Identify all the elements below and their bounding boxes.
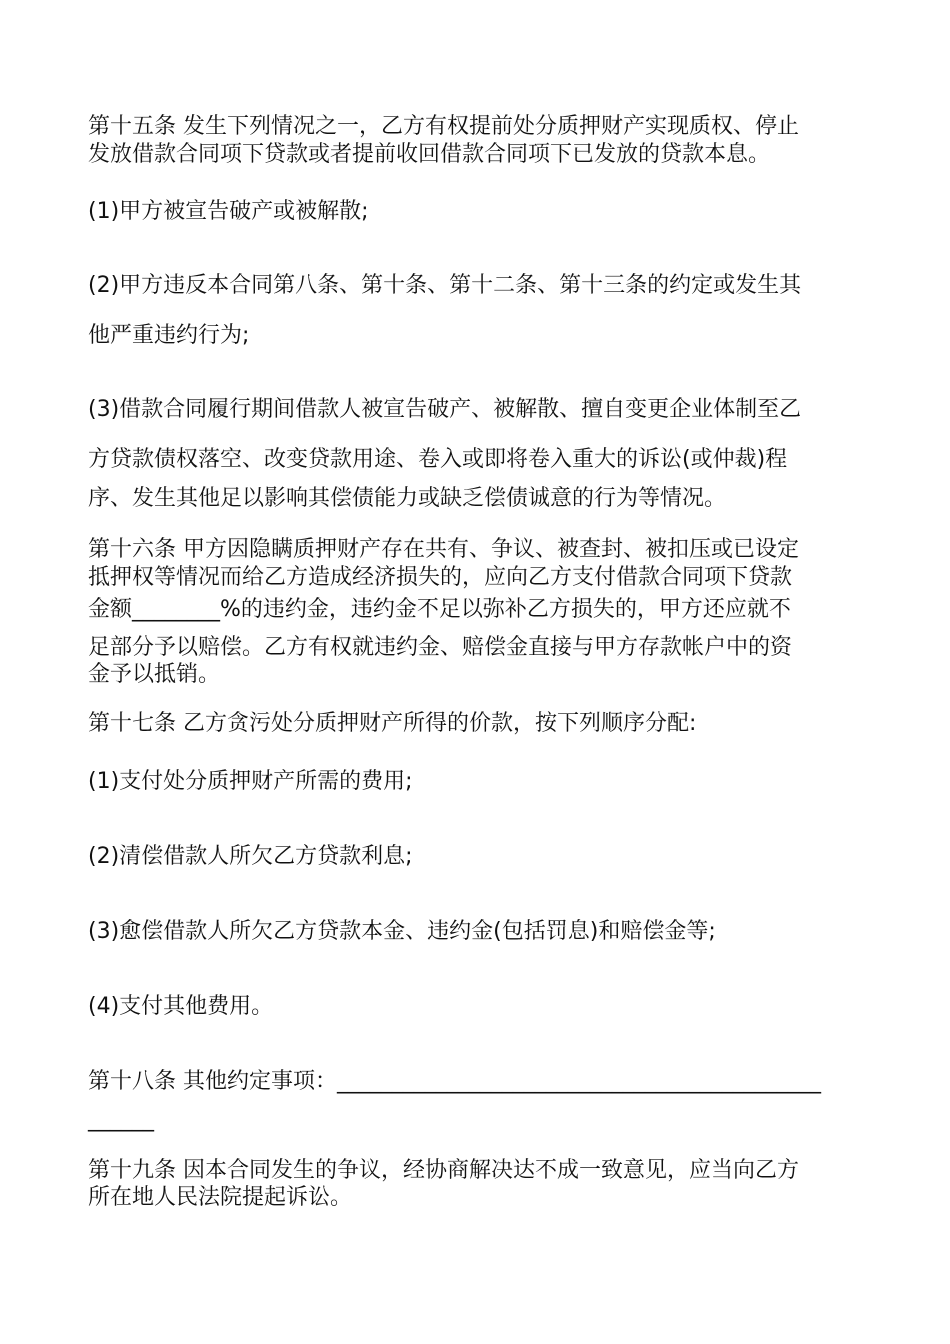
- article-16-line-4: 足部分予以赔偿。乙方有权就违约金、赔偿金直接与甲方存款帐户中的资: [88, 635, 793, 660]
- article-16-line-1: 第十六条 甲方因隐瞒质押财产存在共有、争议、被查封、被扣压或已设定: [88, 537, 799, 562]
- article-17-item-3: (3)愈偿借款人所欠乙方贷款本金、违约金(包括罚息)和赔偿金等;: [88, 919, 716, 944]
- article-19-line-2: 所在地人民法院提起诉讼。: [88, 1185, 353, 1210]
- article-17-item-4: (4)支付其他费用。: [88, 994, 274, 1019]
- article-16-line-2: 抵押权等情况而给乙方造成经济损失的，应向乙方支付借款合同项下贷款: [88, 565, 793, 590]
- article-15-item-3-line-3: 序、发生其他足以影响其偿债能力或缺乏偿债诚意的行为等情况。: [88, 486, 727, 511]
- article-15-item-3-line-1: (3)借款合同履行期间借款人被宣告破产、被解散、擅自变更企业体制至乙: [88, 397, 802, 422]
- article-15-item-3-line-2: 方贷款债权落空、改变贷款用途、卷入或即将卷入重大的诉讼(或仲裁)程: [88, 447, 788, 472]
- article-18-line-2: ______: [88, 1107, 154, 1132]
- article-15-item-2-line-1: (2)甲方违反本合同第八条、第十条、第十二条、第十三条的约定或发生其: [88, 273, 802, 298]
- article-17-item-1: (1)支付处分质押财产所需的费用;: [88, 769, 413, 794]
- article-17-line-1: 第十七条 乙方贪污处分质押财产所得的价款，按下列顺序分配:: [88, 711, 697, 736]
- article-19-line-1: 第十九条 因本合同发生的争议，经协商解决达不成一致意见，应当向乙方: [88, 1158, 799, 1183]
- article-15-item-2-line-2: 他严重违约行为;: [88, 323, 250, 348]
- article-18-line-1: 第十八条 其他约定事项：____________________________________________: [88, 1069, 821, 1094]
- article-16-line-5: 金予以抵销。: [88, 662, 221, 687]
- article-15-item-1: (1)甲方被宣告破产或被解散;: [88, 199, 369, 224]
- article-15-line-1: 第十五条 发生下列情况之一，乙方有权提前处分质押财产实现质权、停止: [88, 114, 799, 139]
- article-16-line-3: 金额________%的违约金，违约金不足以弥补乙方损失的，甲方还应就不: [88, 597, 791, 622]
- article-15-line-2: 发放借款合同项下贷款或者提前收回借款合同项下已发放的贷款本息。: [88, 142, 771, 167]
- article-17-item-2: (2)清偿借款人所欠乙方贷款利息;: [88, 844, 413, 869]
